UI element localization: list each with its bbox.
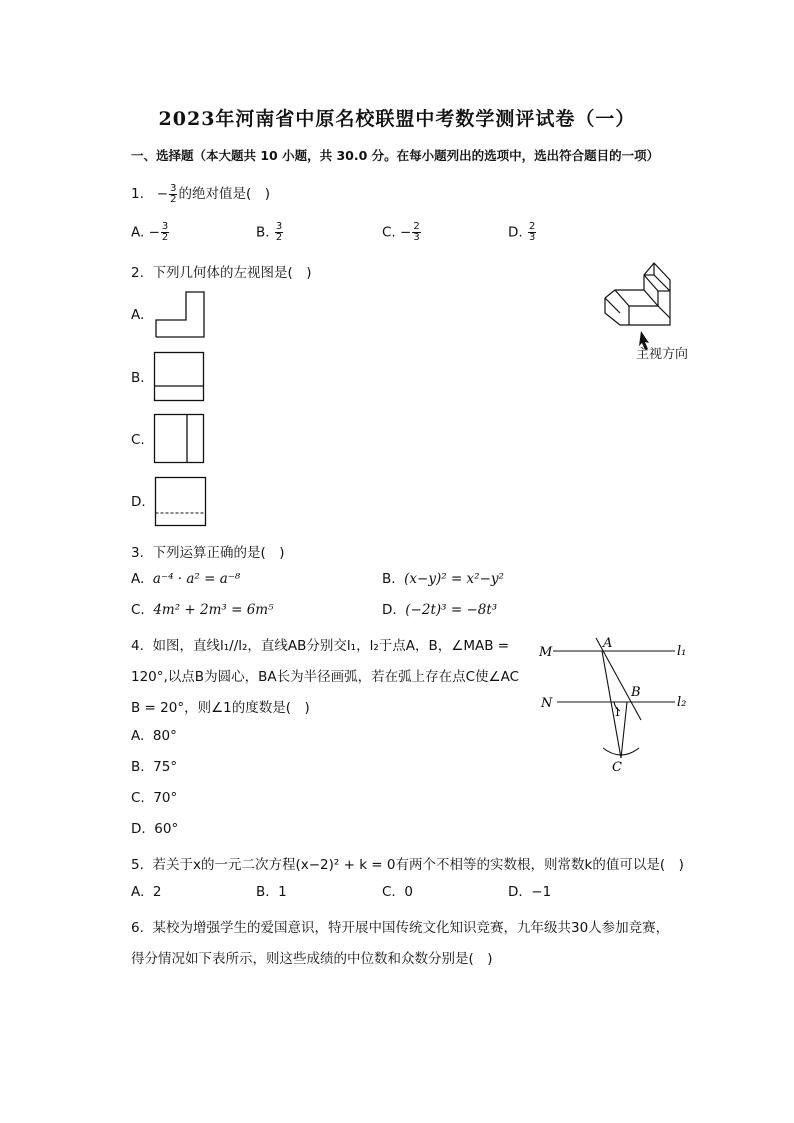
option-c[interactable]: C. 0 [382,884,413,900]
label-a: A [603,636,613,651]
section-heading: 一、选择题（本大题共 10 小题，共 30.0 分。在每小题列出的选项中，选出符合题目的一项） [131,148,660,163]
option-a-label[interactable]: A. [131,307,145,323]
option-b[interactable]: B. (x−y)² = x²−y² [382,571,504,587]
question-2: 2. 下列几何体的左视图是( ) [131,265,312,281]
line-bc [621,702,627,758]
view-option-a[interactable] [154,290,208,340]
question-6-line-2: 得分情况如下表所示，则这些成绩的中位数和众数分别是( ) [131,951,493,967]
question-3: 3. 下列运算正确的是( ) [131,545,285,561]
geometry-figure [535,632,695,777]
question-1: 1. − $\frac{3}{2}$ 的绝对值是( ) [131,182,270,205]
label-n: N [541,696,553,711]
option-d[interactable]: D. 60° [131,821,179,837]
question-4-line-2: 120°,以点B为圆心，BA长为半径画弧，若在弧上存在点C使∠AC [131,669,520,685]
option-d[interactable]: D. (−2t)³ = −8t³ [382,602,498,618]
option-a[interactable]: A. 2 [131,884,162,900]
fraction: $\frac{3}{2}$ [170,182,177,205]
label-c: C [612,760,622,775]
page-title: 2023年河南省中原名校联盟中考数学测评试卷（一） [158,108,636,130]
view-option-c[interactable] [153,413,207,465]
view-option-d[interactable] [154,476,208,528]
question-6-line-1: 6. 某校为增强学生的爱国意识，特开展中国传统文化知识竞赛，九年级共30人参加竞赛， [131,920,670,936]
option-c[interactable]: C. − $\frac{2}{3}$ [382,221,420,243]
option-d[interactable]: D. −1 [508,884,552,900]
figure-caption: 主视方向 [636,347,689,362]
label-l1: l₁ [677,644,687,659]
label-l2: l₂ [677,695,687,710]
question-4-line-1: 4. 如图，直线l₁//l₂，直线AB分别交l₁，l₂于点A，B，∠MAB = [131,638,510,654]
question-stem: 的绝对值是( ) [178,186,270,202]
option-a[interactable]: A. 80° [131,728,177,744]
label-m: M [539,645,553,660]
label-angle-1: 1 [614,706,621,719]
option-d-label[interactable]: D. [131,494,146,510]
label-b: B [631,685,641,700]
option-b[interactable]: B. $\frac{3}{2}$ [256,221,283,243]
option-b[interactable]: B. 1 [256,884,287,900]
option-d[interactable]: D. $\frac{2}{3}$ [508,221,536,243]
option-b[interactable]: B. 75° [131,759,178,775]
question-stem: 下列运算正确的是( ) [152,545,285,561]
view-option-b[interactable] [153,351,207,403]
question-stem: 若关于x的一元二次方程(x−2)² + k = 0有两个不相等的实数根，则常数k的值可以是( ) [152,857,684,873]
question-5: 5. 若关于x的一元二次方程(x−2)² + k = 0有两个不相等的实数根，则常数k的值可以是( ) [131,857,684,873]
option-c[interactable]: C. 4m² + 2m³ = 6m⁵ [131,602,274,618]
option-a[interactable]: A. a⁻⁴ · a² = a⁻⁸ [131,571,241,587]
question-number: 1. [131,186,144,202]
option-c[interactable]: C. 70° [131,790,178,806]
question-stem: 下列几何体的左视图是( ) [152,265,312,281]
option-b-label[interactable]: B. [131,370,145,386]
option-a[interactable]: A. − $\frac{3}{2}$ [131,221,169,243]
question-4-line-3: B = 20°，则∠1的度数是( ) [131,700,310,716]
option-c-label[interactable]: C. [131,432,145,448]
